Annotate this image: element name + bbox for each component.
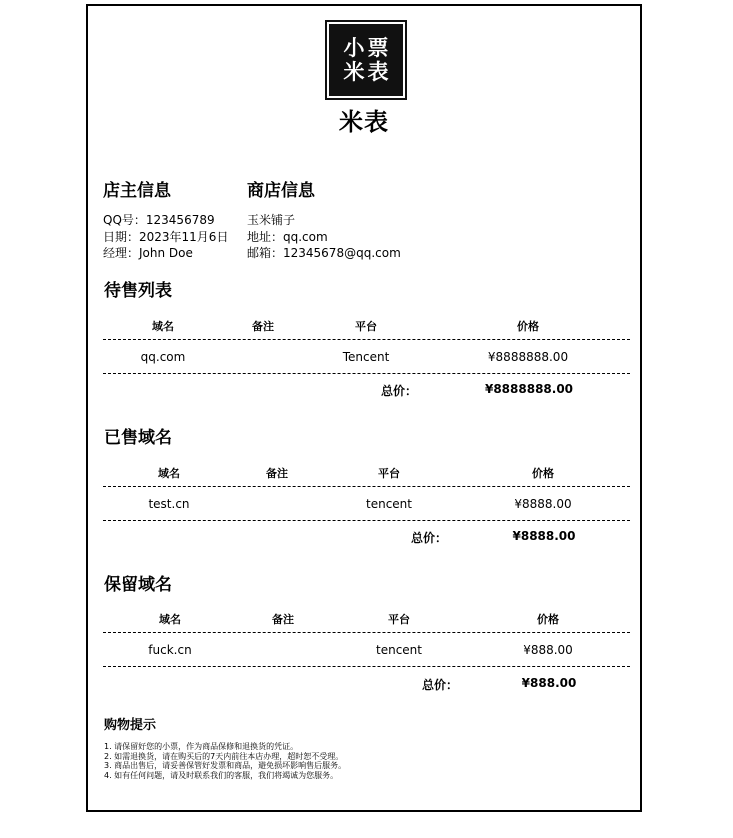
header-price: 价格 bbox=[537, 613, 559, 626]
divider bbox=[103, 373, 630, 374]
section-title: 保留域名 bbox=[104, 575, 172, 595]
cell-domain: test.cn bbox=[148, 497, 190, 511]
brand-name: 米表 bbox=[339, 108, 389, 136]
header-price: 价格 bbox=[517, 320, 539, 333]
tips-list bbox=[104, 742, 346, 780]
header-domain: 域名 bbox=[152, 320, 174, 333]
total-value: ¥888.00 bbox=[521, 676, 577, 690]
tip-item: 1. 请保留好您的小票，作为商品保修和退换货的凭证。 bbox=[104, 742, 299, 751]
cell-domain: fuck.cn bbox=[148, 643, 192, 657]
logo-mark bbox=[342, 36, 390, 84]
logo-char: 表 bbox=[367, 60, 389, 84]
divider bbox=[103, 666, 630, 667]
total-value: ¥8888888.00 bbox=[484, 382, 574, 396]
shop-heading: 商店信息 bbox=[247, 181, 315, 201]
owner-date: 日期：2023年11月6日 bbox=[103, 229, 229, 244]
cell-domain: qq.com bbox=[140, 350, 186, 364]
header-platform: 平台 bbox=[355, 320, 377, 333]
cell-platform: tencent bbox=[376, 643, 422, 657]
owner-qq: QQ号：123456789 bbox=[103, 213, 215, 227]
header-note: 备注 bbox=[266, 467, 288, 480]
logo-char: 票 bbox=[367, 36, 389, 60]
tip-item: 2. 如需退换货，请在购买后的7天内前往本店办理，超时恕不受理。 bbox=[104, 751, 344, 761]
header-domain: 域名 bbox=[158, 467, 180, 480]
cell-price: ¥8888888.00 bbox=[487, 350, 569, 364]
tip-item: 3. 商品出售后，请妥善保管好发票和商品，避免损坏影响售后服务。 bbox=[104, 761, 347, 770]
divider bbox=[103, 632, 630, 633]
total-label: 总价： bbox=[421, 678, 459, 692]
shop-info bbox=[247, 212, 401, 262]
logo-char: 小 bbox=[343, 36, 365, 60]
tips-title: 购物提示 bbox=[104, 718, 157, 733]
header-domain: 域名 bbox=[159, 613, 181, 626]
owner-manager: 经理：John Doe bbox=[103, 246, 193, 260]
total-value: ¥8888.00 bbox=[512, 529, 576, 543]
owner-heading: 店主信息 bbox=[103, 181, 171, 201]
shop-name: 玉米铺子 bbox=[247, 213, 296, 227]
total-label: 总价： bbox=[410, 531, 448, 545]
cell-platform: Tencent bbox=[342, 350, 390, 364]
total-label: 总价： bbox=[380, 384, 418, 398]
cell-price: ¥8888.00 bbox=[514, 497, 572, 511]
owner-info bbox=[103, 212, 228, 262]
header-note: 备注 bbox=[252, 320, 274, 333]
cell-platform: tencent bbox=[366, 497, 412, 511]
section-title: 已售域名 bbox=[104, 428, 172, 448]
divider bbox=[103, 486, 630, 487]
shop-email: 邮箱：12345678@qq.com bbox=[247, 246, 401, 260]
divider bbox=[103, 520, 630, 521]
divider bbox=[103, 339, 630, 340]
logo bbox=[327, 22, 405, 98]
tip-item: 4. 如有任何问题，请及时联系我们的客服，我们将竭诚为您服务。 bbox=[104, 770, 339, 780]
header-platform: 平台 bbox=[378, 467, 400, 480]
header-platform: 平台 bbox=[388, 613, 410, 626]
cell-price: ¥888.00 bbox=[523, 643, 573, 657]
header-note: 备注 bbox=[272, 613, 294, 626]
receipt bbox=[86, 4, 642, 812]
section-title: 待售列表 bbox=[104, 281, 172, 301]
logo-char: 米 bbox=[343, 60, 365, 84]
header-price: 价格 bbox=[532, 467, 554, 480]
shop-address: 地址：qq.com bbox=[247, 229, 328, 244]
